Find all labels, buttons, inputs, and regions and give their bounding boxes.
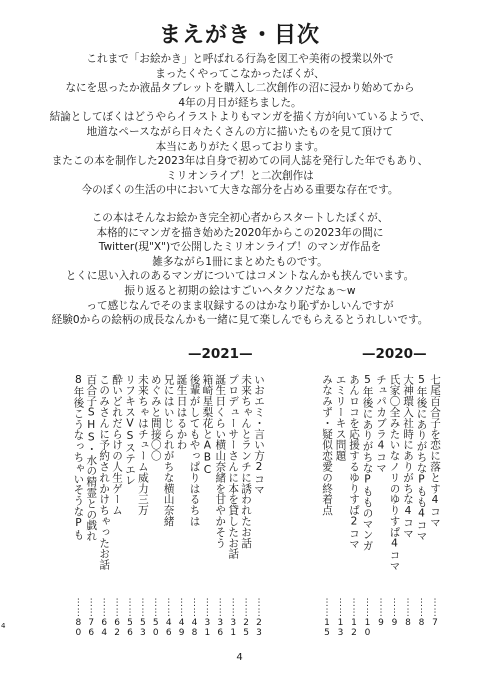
page-title: まえがき・目次	[158, 23, 320, 48]
toc-entry-title: チュパカブラ4コマ	[375, 374, 387, 474]
toc-entry-page: ⋮ ⋮ 1 2	[349, 598, 359, 638]
toc-entry-page: ⋮ ⋮ 9	[376, 598, 386, 628]
toc-entry-page: ⋮ ⋮ 7	[430, 598, 440, 628]
toc-entry-page: ⋮ ⋮ 2 3	[254, 598, 264, 638]
toc-entry-title: 5年後にありがちなPもも4コマ	[415, 374, 428, 542]
foreword-line: これまで「お絵かき」と呼ばれる行為を図工や美術の授業以外で	[86, 53, 394, 65]
foreword-line: 本格的にマンガを描き始めた2020年からこの2023年の間に	[96, 226, 384, 239]
toc-entry-page: ⋮ ⋮ 3 1	[228, 598, 238, 638]
foreword-line: って感じなんでそのまま収録するのはかなり恥ずかしいんですが	[86, 299, 394, 312]
foreword-line: またこの本を制作した2023年は自身で初めての同人誌を発行した年でもあり、	[51, 155, 429, 168]
toc-entry-page: ⋮ ⋮ 5 3	[138, 598, 148, 638]
toc-entry-page: ⋮ ⋮ 4 8	[190, 598, 199, 638]
toc-entry-title: 兄にはいじられがちな横山奈緒	[162, 374, 175, 527]
toc-header-2021: —2021—	[188, 346, 253, 362]
toc-entry-page: ⋮ ⋮ 6 4	[99, 598, 109, 638]
foreword-line: 今のぼくの生活の中において大きな部分を占める重要な存在です。	[81, 184, 399, 197]
toc-entry-title: 大神環入社時にありがちな4コマ	[402, 374, 414, 539]
toc-entry-title: 8年後こうなっちゃいそうなPも	[72, 374, 85, 541]
foreword-line: 本当にありがたく思っております。	[155, 140, 325, 153]
toc-entry-page: ⋮ ⋮ 8 0	[73, 598, 83, 638]
foreword-line: 4年の月日が経ちました。	[178, 96, 302, 109]
foreword	[40, 52, 440, 328]
toc-entry-title: 未来ちゃんとランチに誘われたお話	[240, 374, 253, 549]
foreword-line: ミリオンライブ！と二次創作は	[166, 169, 314, 182]
toc-entry-title: 箱崎星梨花とABC	[201, 374, 214, 477]
toc-entry-title: あんロコを応援するゆりすぱ2コマ	[348, 374, 360, 550]
toc-entry-page: ⋮ ⋮ 4 9	[177, 598, 187, 638]
toc-entry-title: このみさんに予約されかけちゃったお話	[98, 374, 111, 571]
foreword-line: 経験0からの絵柄の成長なんかも一緒に見て楽しんでもらえるとうれしいです。	[51, 314, 429, 327]
toc-entry-page: ⋮ ⋮ 6 2	[112, 598, 122, 638]
toc-entry-page: ⋮ ⋮ 1 5	[322, 598, 332, 638]
toc-entry-page: ⋮ ⋮ 7 6	[86, 598, 96, 638]
toc-entry-title: 5年後にありがちなPもものマンガ	[361, 374, 374, 552]
toc-entry-page: ⋮ ⋮ 8	[417, 598, 426, 628]
toc-entry-title: リフキスVSステエレ	[124, 374, 136, 486]
foreword-line: 地道なペースながら日々たくさんの方に描いたものを見て頂けて	[86, 125, 394, 138]
toc-entry-title: めぐみと間接〇〇	[149, 374, 162, 462]
toc-entry-title: 百合子SHS・水の精霊との戯れ	[85, 374, 98, 542]
toc-entry-page: ⋮ ⋮ 2 5	[241, 598, 251, 638]
paragraph-gap	[40, 198, 440, 211]
toc-entry-title: 後輩がしてもやっぱりはるちは	[188, 374, 201, 527]
foreword-line: 雑多ながら1冊にまとめたものです。	[152, 255, 328, 268]
toc-entry-title: 氏家〇全みたいなノリのゆりすぱ4コマ	[388, 374, 401, 572]
toc-entry-page: ⋮ ⋮ 3 1	[202, 598, 212, 638]
toc-entry-title: みなみず・疑似恋愛の終着点	[321, 374, 333, 516]
toc-entry-title: 酔いどれだらけの人生ゲーム	[111, 374, 124, 516]
toc-entry-title: プロデューサーさんに本を貸したお話	[227, 374, 240, 560]
toc-entry-page: ⋮ ⋮ 3 6	[215, 598, 225, 638]
toc-entry-title: 誕生日はるかわ	[175, 374, 188, 451]
toc-entry-page: ⋮ ⋮ 1 3	[336, 598, 345, 638]
toc-header-2020: —2020—	[362, 346, 427, 362]
foreword-line: なにを思ったか液晶タブレットを購入し二次創作の沼に浸かり始めてから	[65, 82, 415, 95]
toc-entry-page: ⋮ ⋮ 5 6	[125, 598, 135, 638]
page-number: 4	[236, 652, 243, 663]
toc-entry-page: ⋮ ⋮ 4 6	[164, 598, 174, 638]
toc-entry-title: エミリーキス問題	[334, 374, 347, 462]
toc-entry-title: 未来ちゃはチューム威力三万	[136, 374, 149, 516]
foreword-line: とくに思い入れのあるマンガについてはコメントなんかも挟んでいます。	[65, 270, 415, 283]
foreword-line: 振り返ると初期の絵はすごいヘタクソだなぁ〜w	[124, 284, 356, 297]
foreword-line: Twitter(現"X")で公開したミリオンライブ！のマンガ作品を	[98, 241, 382, 254]
toc-entry-title: いおエミ・言い方2コマ	[253, 374, 265, 496]
foreword-line: この本はそんなお絵かき完全初心者からスタートしたぼくが、	[91, 211, 389, 224]
toc-entry-page: ⋮ ⋮ 8	[403, 598, 413, 628]
toc-entry-page: ⋮ ⋮ 1 0	[363, 598, 372, 638]
foreword-line: 結論としてぼくはどうやらイラストよりもマンガを描く方が向いているようで、	[49, 111, 431, 124]
foreword-line: まったくやってこなかったぼくが、	[155, 67, 325, 80]
toc-entry-title: 七尾百合子を恋に落とす4コマ	[429, 374, 441, 528]
toc-entry-page: ⋮ ⋮ 9	[390, 598, 399, 628]
toc-entry-page: ⋮ ⋮ 5 0	[151, 598, 161, 638]
edge-mark: 4	[1, 622, 6, 630]
toc-entry-title: 誕生日くらい横山奈緒を甘やかそう	[214, 374, 227, 549]
